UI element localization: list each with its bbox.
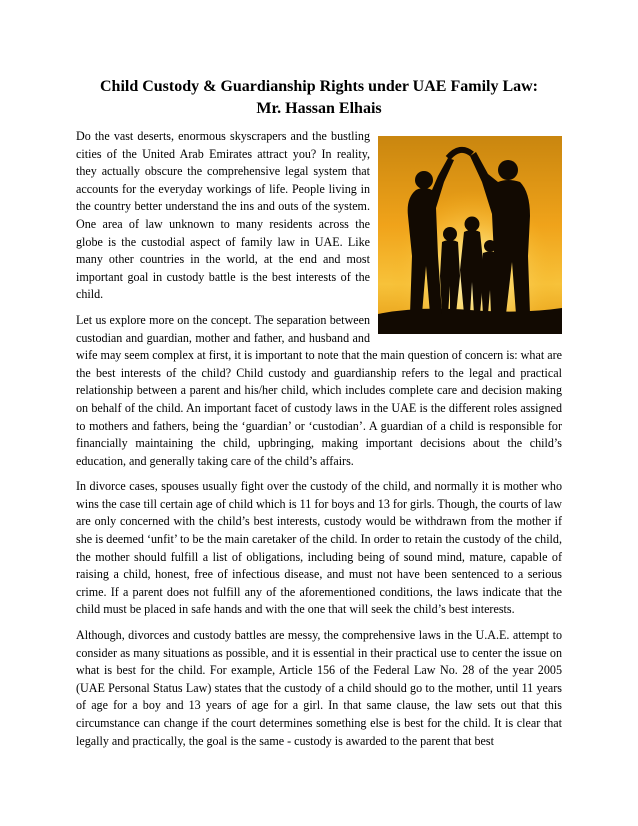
document-body xyxy=(76,128,562,758)
family-silhouette-image xyxy=(378,136,562,334)
title-line-2: Mr. Hassan Elhais xyxy=(256,100,382,117)
paragraph-1: Do the vast deserts, enormous skyscrapers and the bustling cities of the United Arab Emirates attract you? In reality, they actually obscure the comprehensive legal system that accounts for the everyday workings of life. People living in the country better understand the ins and outs of the system. One area of law unknown to many residents across the globe is the custodial aspect of family law in UAE. Like many other countries in the world, at the end and most important goal in custody battle is the best interests of the child. xyxy=(76,129,370,302)
paragraph-2: Let us explore more on the concept. The separation between custodian and guardian, mother and father, and husband and wife may seem complex at first, it is important to note that the main question of concern is: what are the best interests of the child? Child custody and guardianship refers to the legal and practical relationship between a parent and his/her child, which includes complete care and decision making on behalf of the child. An important facet of custody laws in the UAE is the different roles assigned to mothers and fathers, being the ‘guardian’ or ‘custodian’. A guardian of a child is responsible for financially maintaining the child, upbringing, making important decisions about the child’s education, and generally taking care of the child’s affairs. xyxy=(76,312,562,468)
document-title xyxy=(60,76,578,120)
paragraph-4: Although, divorces and custody battles are messy, the comprehensive laws in the U.A.E. attempt to consider as many situations as possible, and it is essential in their practical use to center the issue on what is best for the child. For example, Article 156 of the Federal Law No. 28 of the year 2005 (UAE Personal Status Law) states that the custody of a child should go to the mother, until 11 years of age for a boy and 13 years of age for a girl. In that same clause, the law sets out that this circumstance can change if the court determines something else is best for the child. It is clear that legally and practically, the goal is the same - custody is awarded to the parent that best xyxy=(76,628,562,748)
title-line-1: Child Custody & Guardianship Rights under UAE Family Law: xyxy=(99,78,539,95)
family-silhouette-illustration xyxy=(378,136,562,334)
paragraph-3: In divorce cases, spouses usually fight over the custody of the child, and normally it is mother who wins the case till certain age of child which is 11 for boys and 13 for girls. Though, the courts of law are only concerned with the child’s best interests, custody would be withdrawn from the mother if she is deemed ‘unfit’ to be the main caretaker of the child. In order to retain the custody of the child, the mother should fulfill a list of obligations, including being of sound mind, mature, capable of raising a child, honest, free of infectious disease, and must not have been sentenced to a serious crime. If a parent does not fulfill any of the aforementioned conditions, the laws indicate that the child must be placed in safe hands and with the one that will seek the child’s best interests. xyxy=(76,479,562,617)
